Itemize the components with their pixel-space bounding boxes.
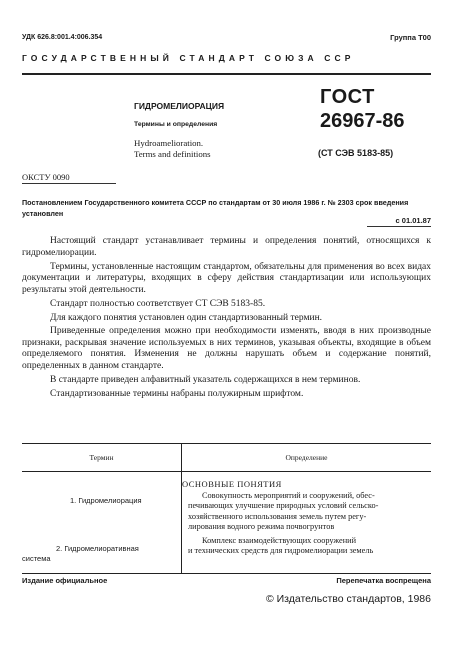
table-header-rule — [22, 471, 431, 472]
term-line: система — [22, 554, 51, 564]
reprint-notice: Перепечатка воспрещена — [336, 576, 431, 585]
body-paragraph: Стандарт полностью соответствует СТ СЭВ 5183-85. — [50, 298, 266, 309]
table-term: 1. Гидромелиорация — [70, 496, 142, 505]
table-top-rule — [22, 443, 431, 444]
title-en-sub: Terms and definitions — [134, 149, 211, 159]
group-code: Группа Т00 — [390, 33, 431, 42]
state-standard-heading: ГОСУДАРСТВЕННЫЙ СТАНДАРТ СОЮЗА ССР — [22, 53, 355, 63]
term-line: 2. Гидромелиоративная — [56, 544, 139, 553]
definition-line: Совокупность мероприятий и сооружений, обес- — [202, 491, 375, 500]
body-paragraph: Настоящий стандарт устанавливает термины и определения понятий, относящихся к гидромелиорации. — [22, 236, 431, 258]
header-rule — [22, 73, 431, 75]
title-ru-main: ГИДРОМЕЛИОРАЦИЯ — [134, 101, 225, 111]
table-definition — [188, 491, 431, 533]
copyright: © Издательство стандартов, 1986 — [265, 593, 431, 605]
title-en-main: Hydroamelioration. — [134, 138, 204, 148]
definition-line: Комплекс взаимодействующих сооружений — [202, 536, 357, 545]
official-edition: Издание официальное — [22, 576, 108, 585]
title-en — [134, 138, 284, 160]
body-paragraph: Приведенные определения можно при необходимости изменять, вводя в них производные признаки, раскрывая значение используемых в них терминов, указывая объекты, входящие в объем определяемого понятия. Изменения не должны нарушать объем и содержание понятий, определенных в данном стандарте. — [22, 325, 431, 371]
body-paragraph: Термины, установленные настоящим стандартом, обязательны для применения во всех видах документации и литературы, входящих в сферу действия стандартизации или использующих результаты этой деятельности. — [22, 261, 431, 295]
effective-date: с 01.01.87 — [395, 216, 431, 225]
effective-date-underline — [367, 226, 431, 227]
table-header-definition: Определение — [285, 453, 328, 462]
definition-line: лирования водного режима почвогрунтов — [188, 522, 335, 532]
body-paragraph: Стандартизованные термины набраны полужирным шрифтом. — [50, 388, 304, 399]
table-definition — [188, 536, 431, 557]
table-column-divider — [181, 443, 182, 573]
gost-label: ГОСТ — [320, 86, 375, 108]
table-term — [22, 544, 170, 564]
decree-text: Постановлением Государственного комитета СССР по стандартам от 30 июля 1986 г. № 2303 срок введения установлен — [22, 198, 409, 218]
table-section-title: ОСНОВНЫЕ ПОНЯТИЯ — [182, 479, 282, 489]
definition-line: и технических средств для гидромелиорации земель — [188, 546, 374, 556]
body-paragraph: В стандарте приведен алфавитный указатель содержащихся в нем терминов. — [50, 374, 361, 385]
title-ru-sub: Термины и определения — [134, 121, 218, 128]
body-paragraph: Для каждого понятия установлен один стандартизованный термин. — [50, 312, 323, 323]
okstu-underline — [22, 183, 116, 184]
sev-reference: (СТ СЭВ 5183-85) — [318, 148, 394, 158]
gost-number: 26967-86 — [320, 110, 405, 132]
definition-line: печивающих улучшение природных условий сельско- — [188, 501, 379, 511]
udc-code: УДК 626.8:001.4:006.354 — [22, 34, 103, 41]
table-header-term: Термин — [89, 453, 114, 462]
footer-rule — [22, 573, 431, 574]
body-text — [22, 236, 431, 403]
okstu-code: ОКСТУ 0090 — [22, 172, 70, 182]
definition-line: хозяйственного использования земель путем регу- — [188, 511, 367, 521]
